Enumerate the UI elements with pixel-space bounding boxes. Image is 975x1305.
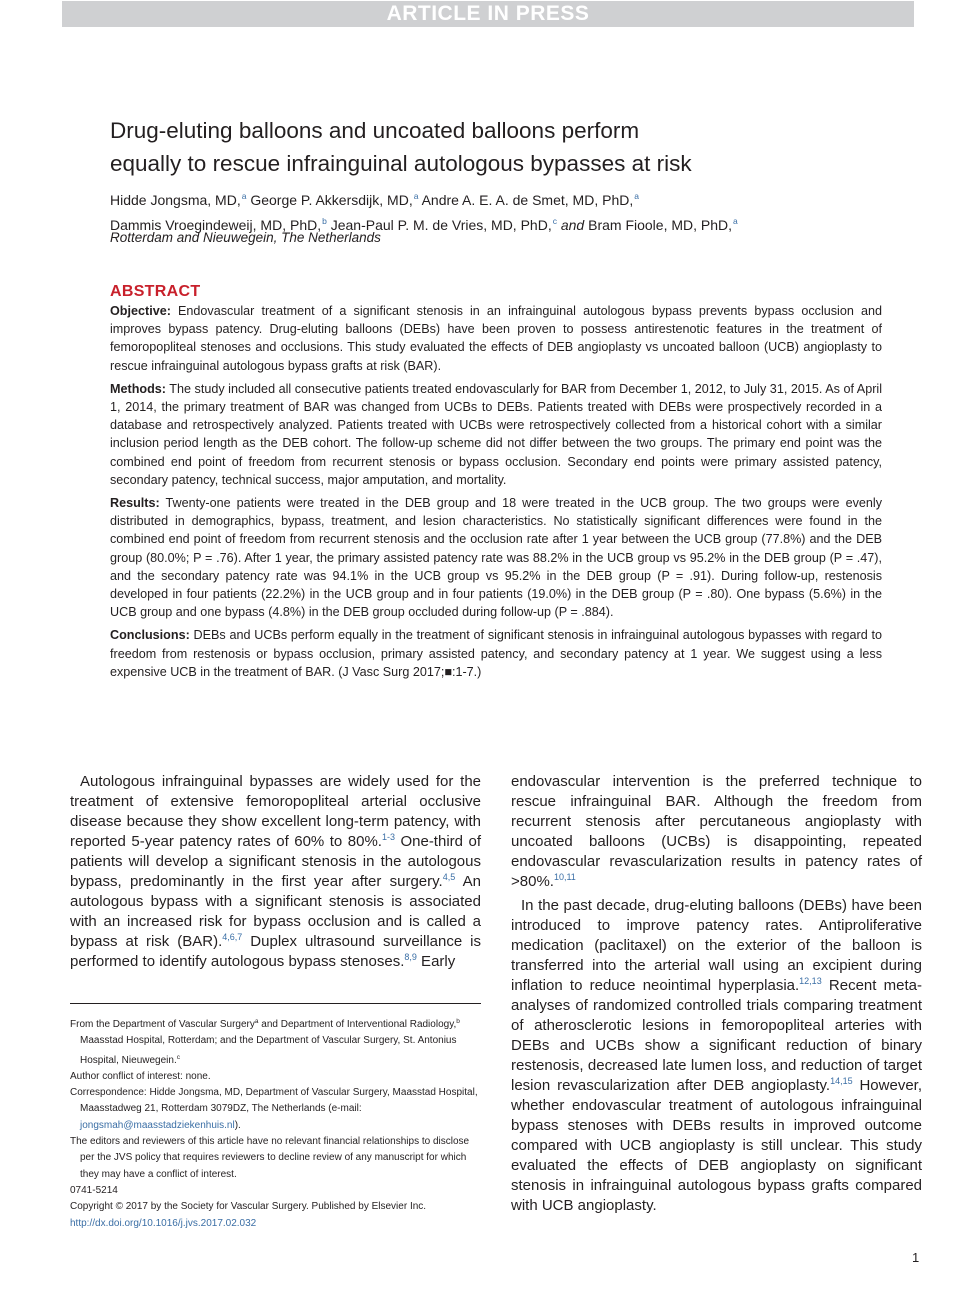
intro-paragraph-1: [70, 772, 481, 972]
doi-link[interactable]: http://dx.doi.org/10.1016/j.jvs.2017.02.032: [70, 1217, 257, 1229]
footnotes: [70, 1014, 481, 1232]
footnote-correspondence: [70, 1085, 481, 1134]
footnote-text: From the Department of Vascular Surgery: [70, 1019, 255, 1030]
author-line-1: [110, 186, 890, 211]
results-label: Results:: [110, 496, 160, 511]
body-text: Autologous infrainguinal bypasses are widely used for the treatment of extensive femoropopliteal arterial occlusive disease because they show excellent long-term patency, with reported 5-year patency rates of 60% to 80%.: [70, 773, 481, 850]
citation-ref[interactable]: 4,5: [442, 872, 456, 882]
affiliation-marker: a: [254, 1018, 259, 1025]
author-name: Hidde Jongsma, MD,: [110, 192, 241, 208]
citation-ref[interactable]: 12,13: [799, 976, 822, 986]
body-text: In the past decade, drug-eluting balloons (DEBs) have been introduced to improve patency rates. Antiproliferative medication (paclitaxel) on the exterior of the balloon is transferred into the arterial wall using an excipient during inflation to reduce neointimal hyperplasia.: [511, 897, 922, 994]
footnote-divider: [70, 1003, 481, 1004]
author-name: Jean-Paul P. M. de Vries, MD, PhD,: [330, 217, 552, 233]
article-in-press-banner: ARTICLE IN PRESS: [62, 1, 914, 27]
body-text: An autologous bypass with a significant stenosis is associated with an increased risk for bypass occlusion and is called a bypass at risk (BAR).: [70, 873, 481, 950]
conclusions-label: Conclusions:: [110, 628, 190, 643]
article-title: [110, 114, 870, 180]
affiliation-marker: c: [176, 1053, 180, 1061]
author-name: Bram Fioole, MD, PhD,: [588, 217, 733, 233]
results-text: Twenty-one patients were treated in the DEB group and 18 were treated in the UCB group. The two groups were evenly distributed in demographics, bypass, treatment, and lesion characteristics. No statistically significant differences were found in the combined end point of freedom from recurrent stenosis and the occlusion rate after 1 year between the UCB group (77.8%) and the DEB group (80.0%; P = .76). After 1 year, the primary assisted patency rate was 88.2% in the UCB group vs 95.2% in the DEB group (P = .47), and the secondary patency rate was 94.1% in the UCB group vs 95.2% in the DEB group (P = .91). During follow-up, restenosis developed in four patients (22.2%) in the UCB group and in four patients (19.0%) in the DEB group (P = .80). One bypass (5.6%) in the UCB group and one bypass (4.8%) in the DEB group occluded during follow-up (P = .884).: [110, 496, 882, 620]
page-number: 1: [912, 1250, 920, 1265]
affiliation-marker[interactable]: a: [413, 191, 419, 201]
footnote-text: Correspondence: Hidde Jongsma, MD, Department of Vascular Surgery, Maasstad Hospital, Maasstadweg 21, Rotterdam 3079DZ, The Netherlands (e-mail:: [70, 1087, 478, 1115]
footnote-text: and Department of Interventional Radiology,: [258, 1019, 457, 1030]
abstract-methods: [110, 380, 882, 489]
author-name: Dammis Vroegindeweij, MD, PhD,: [110, 217, 322, 233]
affiliation-marker: b: [456, 1018, 460, 1025]
citation-ref[interactable]: 8,9: [404, 952, 417, 962]
footnote-issn: 0741-5214: [70, 1184, 118, 1196]
citation-ref[interactable]: 10,11: [553, 872, 576, 882]
footnote-text: ).: [234, 1119, 241, 1131]
footnote-conflict: Author conflict of interest: none.: [70, 1070, 211, 1082]
intro-paragraph-1-cont: [511, 772, 922, 892]
body-text: Duplex ultrasound surveillance is performed to identify autologous bypass stenoses.: [70, 933, 481, 970]
intro-paragraph-2: [511, 896, 922, 1216]
citation-ref[interactable]: 14,15: [830, 1076, 853, 1086]
author-name: George P. Akkersdijk, MD,: [250, 192, 413, 208]
affiliation-marker[interactable]: a: [733, 216, 738, 226]
footnote-text: Maasstad Hospital, Rotterdam; and the Department of Vascular Surgery, St. Antonius Hospital, Nieuwegein.: [80, 1035, 457, 1066]
footnote-editors: The editors and reviewers of this article have no relevant financial relationships to disclose per the JVS policy that requires reviewers to decline review of any manuscript for which they may have a conflict of interest.: [70, 1136, 470, 1180]
affiliation-marker[interactable]: a: [634, 191, 639, 201]
body-text: Early: [416, 953, 456, 970]
body-text: One-third of patients will develop a significant stenosis in the autologous bypass, predominantly in the first year after surgery.: [70, 833, 481, 890]
footnote-affiliations: [70, 1014, 481, 1069]
affiliation-marker[interactable]: b: [322, 216, 327, 226]
body-text: endovascular intervention is the preferred technique to rescue infrainguinal BAR. Although the freedom from recurrent stenosis after percutaneous angioplasty with uncoated balloons (UCBs) is disappointing, repeated endovascular revascularization results in patency rates of >80%.: [511, 773, 922, 890]
author-location: Rotterdam and Nieuwegein, The Netherlands: [110, 230, 381, 245]
body-column-left: [70, 772, 481, 972]
abstract-conclusions: [110, 626, 882, 681]
body-column-right: [511, 772, 922, 1216]
title-line-1: Drug-eluting balloons and uncoated balloons perform: [110, 118, 640, 143]
methods-label: Methods:: [110, 381, 166, 396]
author-name: Andre A. E. A. de Smet, MD, PhD,: [421, 192, 634, 208]
abstract-objective: [110, 302, 882, 375]
conclusions-text: DEBs and UCBs perform equally in the treatment of significant stenosis in infrainguinal autologous bypasses with regard to freedom from restenosis or bypass occlusion, primary assisted patency, and secondary patency at 1 year. We suggest using a less expensive UCB in the treatment of BAR. (J Vasc Surg 2017;■:1-7.): [110, 628, 882, 679]
title-line-2: equally to rescue infrainguinal autologous bypasses at risk: [110, 151, 692, 176]
methods-text: The study included all consecutive patients treated endovascularly for BAR from December 1, 2012, to July 31, 2015. As of April 1, 2014, the primary treatment of BAR was changed from UCBs to DEBs. Patients treated with DEBs were prospectively recorded in a database and retrospectively analyzed. Patients treated with UCBs were retrospectively collected from a historical cohort with a similar inclusion period length as the DEB cohort. The follow-up scheme did not differ between the two groups. The primary end point was the combined end point of freedom from recurrent stenosis or bypass occlusion. Secondary end points were primary assisted patency, secondary patency, technical success, major amputation, and mortality.: [110, 381, 882, 487]
objective-text: Endovascular treatment of a significant stenosis in an infrainguinal autologous bypass prevents bypass occlusion and improves bypass patency. Drug-eluting balloons (DEBs) have been proven to possess antirestenotic features in the treatment of femoropopliteal stenoses and occlusions. This study evaluated the effects of DEB angioplasty vs uncoated balloon (UCB) angioplasty to rescue infrainguinal autologous bypass grafts at risk (BAR).: [110, 304, 882, 373]
abstract-section: [110, 282, 882, 686]
footnote-copyright: Copyright © 2017 by the Society for Vascular Surgery. Published by Elsevier Inc.: [70, 1201, 427, 1213]
objective-label: Objective:: [110, 304, 171, 318]
abstract-results: [110, 494, 882, 621]
citation-ref[interactable]: 4,6,7: [222, 932, 243, 942]
abstract-heading: ABSTRACT: [110, 283, 201, 300]
body-text: Recent meta-analyses of randomized controlled trials comparing treatment of atherosclerotic lesions in femoropopliteal arteries with DEBs and UCBs show a significant reduction of binary restenosis, decreased late lumen loss, and reduction of target lesion revascularization after DEB angioplasty.: [511, 977, 922, 1094]
citation-ref[interactable]: 1-3: [381, 832, 395, 842]
affiliation-marker[interactable]: c: [552, 216, 557, 226]
and-word: and: [560, 217, 585, 233]
body-text: However, whether endovascular treatment of autologous infrainguinal bypass stenoses with DEBs results in improved outcome compared with UCB angioplasty is still unclear. This study evaluated the effects of DEB angioplasty on significant stenosis in infrainguinal autologous bypass grafts compared with UCB angioplasty.: [511, 1077, 922, 1214]
email-link[interactable]: jongsmah@maasstadziekenhuis.nl: [80, 1119, 235, 1131]
affiliation-marker[interactable]: a: [241, 191, 247, 201]
